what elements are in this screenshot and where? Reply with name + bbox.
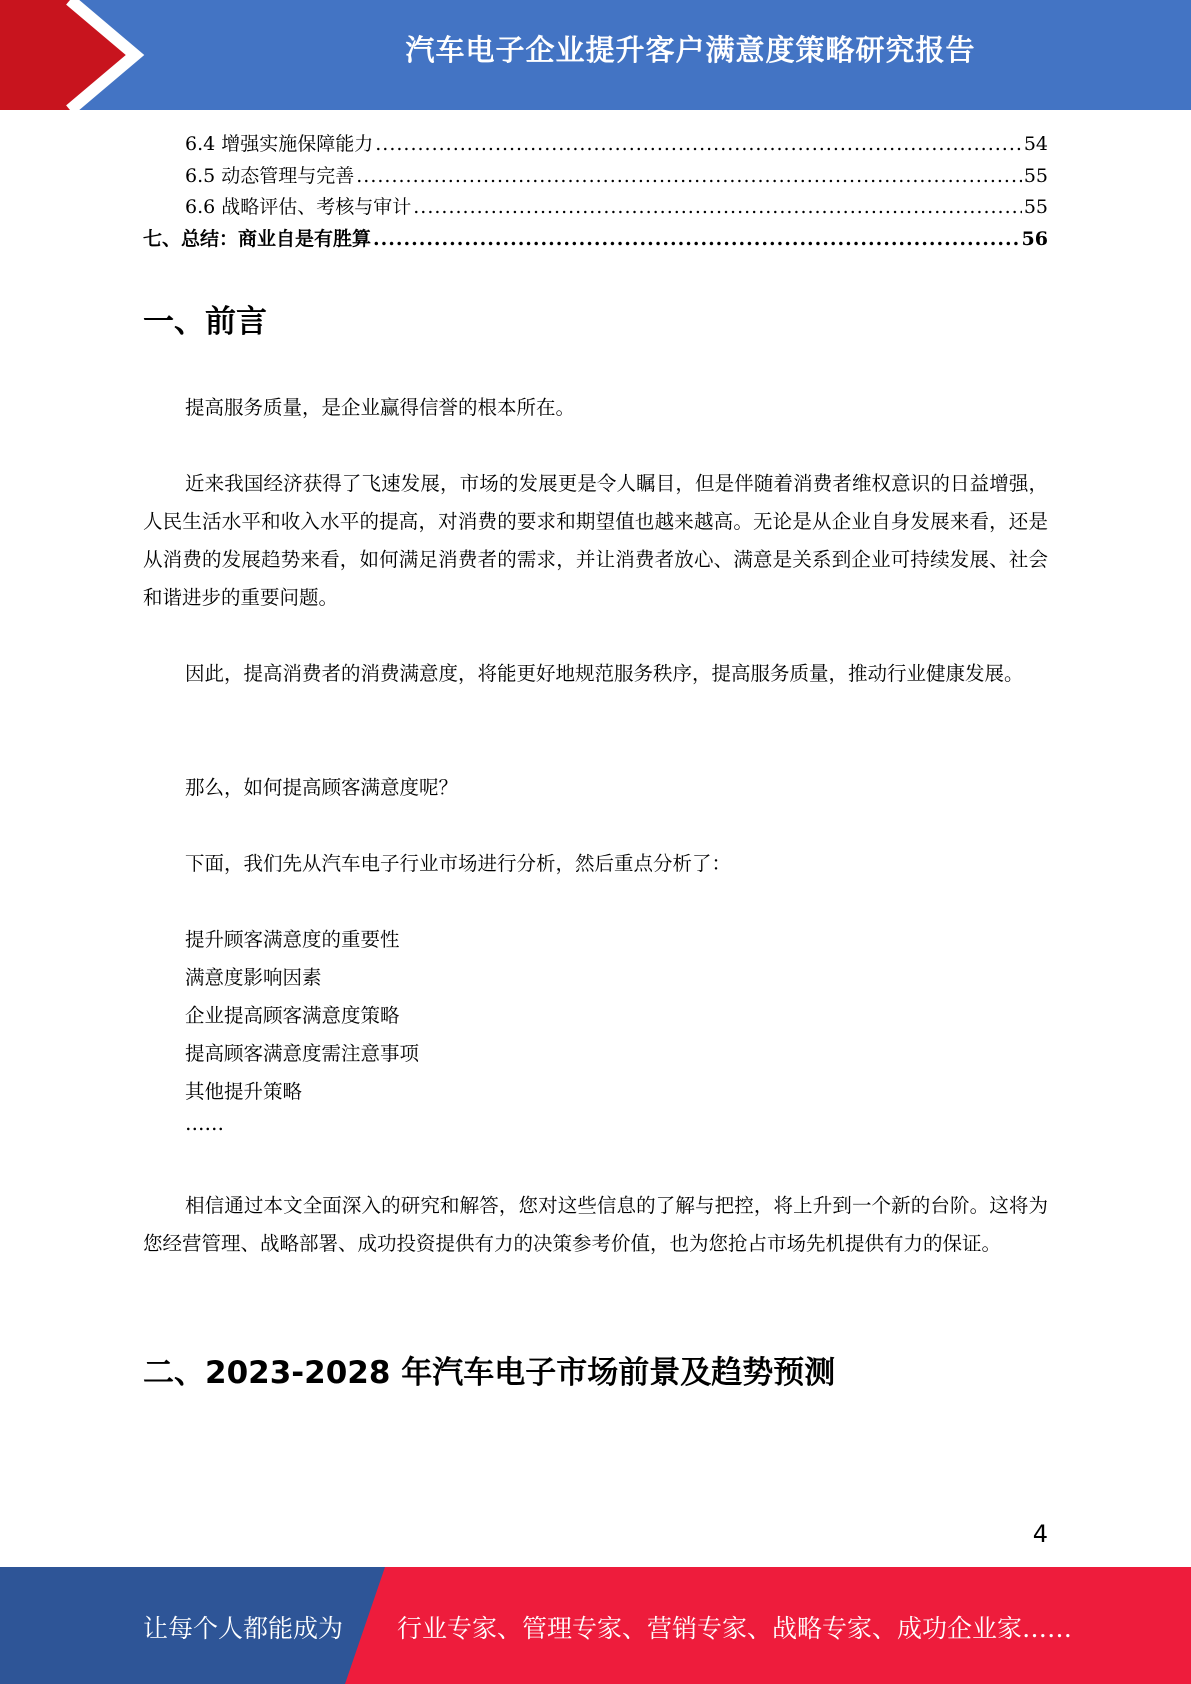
paragraph: 相信通过本文全面深入的研究和解答，您对这些信息的了解与把控，将上升到一个新的台阶。这将为您经营管理、战略部署、成功投资提供有力的决策参考价值，也为您抢占市场先机提供有力的保证。 bbox=[143, 1194, 1048, 1255]
paragraph: 下面，我们先从汽车电子行业市场进行分析，然后重点分析了： bbox=[185, 852, 732, 875]
toc-entry-page: 55 bbox=[1023, 196, 1048, 218]
page-header bbox=[0, 0, 1191, 110]
list-item: 企业提高顾客满意度策略 bbox=[185, 1004, 400, 1027]
toc-entry[interactable] bbox=[143, 161, 1048, 193]
page-number: 4 bbox=[1032, 1520, 1048, 1548]
toc-entry-page: 56 bbox=[1021, 227, 1048, 250]
paragraph: 那么，如何提高顾客满意度呢？ bbox=[185, 776, 459, 799]
toc-entry-page: 55 bbox=[1023, 164, 1048, 187]
toc-entry-label: 七、总结：商业自是有胜算 bbox=[143, 227, 372, 250]
paragraph: 近来我国经济获得了飞速发展，市场的发展更是令人瞩目，但是伴随着消费者维权意识的日益增强，人民生活水平和收入水平的提高，对消费的要求和期望值也越来越高。无论是从企业自身发展来看，还是从消费的发展趋势来看，如何满足消费者的需求，并让消费者放心、满意是关系到企业可持续发展、社会和谐进步的重要问题。 bbox=[143, 472, 1048, 609]
list-ellipsis: …… bbox=[185, 1112, 224, 1135]
header-chevron-decoration bbox=[0, 0, 160, 110]
toc-entry-page: 54 bbox=[1023, 133, 1048, 155]
page-footer bbox=[0, 1567, 1191, 1684]
toc-entry-label: 6.4 增强实施保障能力 bbox=[185, 133, 374, 155]
toc-entry[interactable] bbox=[143, 129, 1048, 161]
list-item: 提高顾客满意度需注意事项 bbox=[185, 1042, 420, 1065]
toc-entry-label: 6.5 动态管理与完善 bbox=[185, 164, 355, 187]
toc-entry[interactable] bbox=[143, 224, 1048, 256]
toc-entry-label: 6.6 战略评估、考核与审计 bbox=[185, 196, 412, 218]
analysis-topic-list bbox=[185, 921, 419, 1111]
footer-slogan: 让每个人都能成为 bbox=[143, 1614, 344, 1643]
footer-roles: 行业专家、管理专家、营销专家、战略专家、成功企业家…… bbox=[397, 1614, 1073, 1643]
list-item: 其他提升策略 bbox=[185, 1080, 303, 1103]
toc-dot-leader bbox=[413, 196, 1022, 218]
paragraph: 提高服务质量，是企业赢得信誉的根本所在。 bbox=[185, 396, 576, 419]
toc-dot-leader bbox=[375, 133, 1022, 155]
toc-dot-leader bbox=[356, 165, 1022, 187]
table-of-contents bbox=[143, 129, 1048, 255]
list-item: 满意度影响因素 bbox=[185, 966, 322, 989]
toc-dot-leader bbox=[373, 228, 1020, 250]
section-heading-forecast: 二、2023-2028 年汽车电子市场前景及趋势预测 bbox=[143, 1355, 836, 1391]
paragraph: 因此，提高消费者的消费满意度，将能更好地规范服务秩序，提高服务质量，推动行业健康发展。 bbox=[185, 662, 1024, 685]
list-item: 提升顾客满意度的重要性 bbox=[185, 928, 400, 951]
toc-entry[interactable] bbox=[143, 192, 1048, 224]
section-heading-preface: 一、前言 bbox=[143, 304, 267, 340]
report-title: 汽车电子企业提升客户满意度策略研究报告 bbox=[405, 33, 976, 67]
